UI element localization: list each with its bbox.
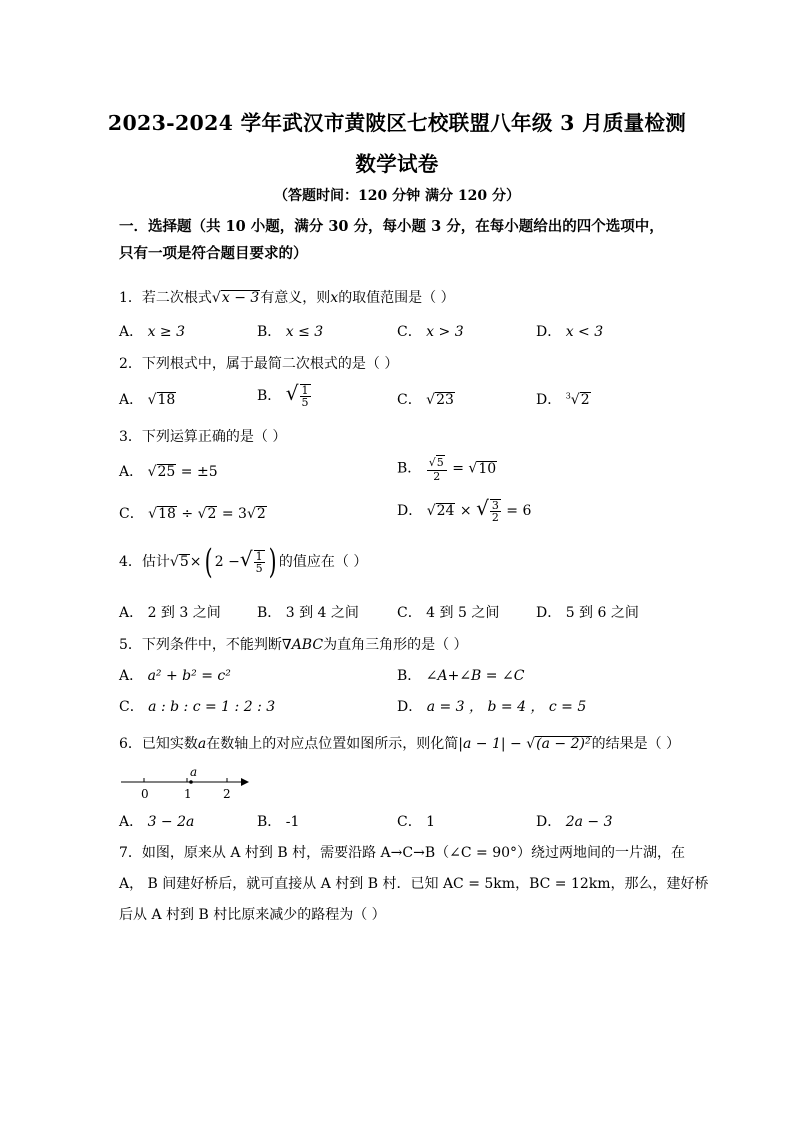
q6-option-b: B． -1	[257, 814, 300, 830]
exam-meta: （答题时间：120 分钟 满分 120 分）	[274, 188, 520, 204]
number-line-figure	[119, 766, 259, 802]
question-7-line2: A， B 间建好桥后，就可直接从 A 村到 B 村．已知 AC = 5km，BC = 12km，那么，建好桥	[119, 876, 709, 892]
q5-option-a: A． a² + b² = c²	[119, 668, 231, 684]
q1-option-b: B． x ≤ 3	[257, 324, 324, 340]
q2-option-a: A． √18	[119, 392, 176, 408]
tick-label-1: 1	[184, 787, 192, 801]
q1-option-d: D． x < 3	[536, 324, 604, 340]
q1-radicand: x − 3	[221, 290, 260, 306]
question-1: 1．若二次根式√x − 3有意义，则x的取值范围是（ ）	[119, 290, 455, 306]
exam-subtitle: 数学试卷	[355, 152, 439, 176]
q4-option-d: D． 5 到 6 之间	[536, 605, 639, 621]
point-a	[189, 780, 193, 784]
question-7-line1: 7．如图，原来从 A 村到 B 村，需要沿路 A→C→B（∠C = 90°）绕过两地间的一片湖，在	[119, 845, 686, 861]
section-heading-line2: 只有一项是符合题目要求的）	[119, 245, 308, 262]
q6-option-a: A． 3 − 2a	[119, 814, 195, 830]
q5-option-d: D． a = 3 ， b = 4 ， c = 5	[397, 699, 587, 715]
exam-title: 2023-2024 学年武汉市黄陂区七校联盟八年级 3 月质量检测	[107, 111, 687, 135]
section-heading-line1: 一．选择题（共 10 小题，满分 30 分，每小题 3 分，在每小题给出的四个选项中，	[119, 218, 664, 235]
question-4: 4．估计√5×( 2 −√ $\frac{1}{5}$ ) 的值应在（ ）	[119, 542, 368, 582]
q4-option-a: A． 2 到 3 之间	[119, 605, 221, 621]
point-a-label: a	[190, 766, 198, 779]
q2-option-d: D． $^3$√2	[536, 391, 590, 408]
section-heading	[119, 213, 689, 267]
q4-option-b: B． 3 到 4 之间	[257, 605, 359, 621]
q5-option-b: B． ∠A+∠B = ∠C	[397, 668, 525, 684]
tick-label-0: 0	[141, 787, 149, 801]
q2-option-b: B． √ $\frac{1}{5}$	[257, 381, 309, 409]
question-7-line3: 后从 A 村到 B 村比原来减少的路程为（ ）	[119, 907, 386, 923]
number-line-arrow	[241, 778, 249, 786]
question-3: 3．下列运算正确的是（ ）	[119, 429, 287, 445]
q6-option-d: D． 2a − 3	[536, 814, 613, 830]
q3-option-d: D． √24 × √ $\frac{3}{2}$ = 6	[397, 496, 532, 524]
q6-option-c: C． 1	[397, 814, 436, 830]
question-6: 6．已知实数a在数轴上的对应点位置如图所示，则化简|a − 1| − √(a − 2)²的结果是（ ）	[119, 736, 681, 752]
q4-option-c: C． 4 到 5 之间	[397, 605, 500, 621]
question-2: 2．下列根式中，属于最简二次根式的是（ ）	[119, 356, 399, 372]
q1-option-a: A． x ≥ 3	[119, 324, 186, 340]
tick-label-2: 2	[223, 787, 231, 801]
q5-option-c: C． a : b : c = 1 : 2 : 3	[119, 699, 276, 715]
question-5: 5．下列条件中，不能判断∇ABC为直角三角形的是（ ）	[119, 637, 468, 653]
q3-option-a: A． √25 = ±5	[119, 464, 218, 480]
q3-option-b: B． $\frac{√5}{2}$ = √10	[397, 456, 497, 483]
q1-option-c: C． x > 3	[397, 324, 464, 340]
q2-option-c: C． √23	[397, 392, 454, 408]
q3-option-c: C． √18 ÷ √2 = 3√2	[119, 506, 266, 522]
